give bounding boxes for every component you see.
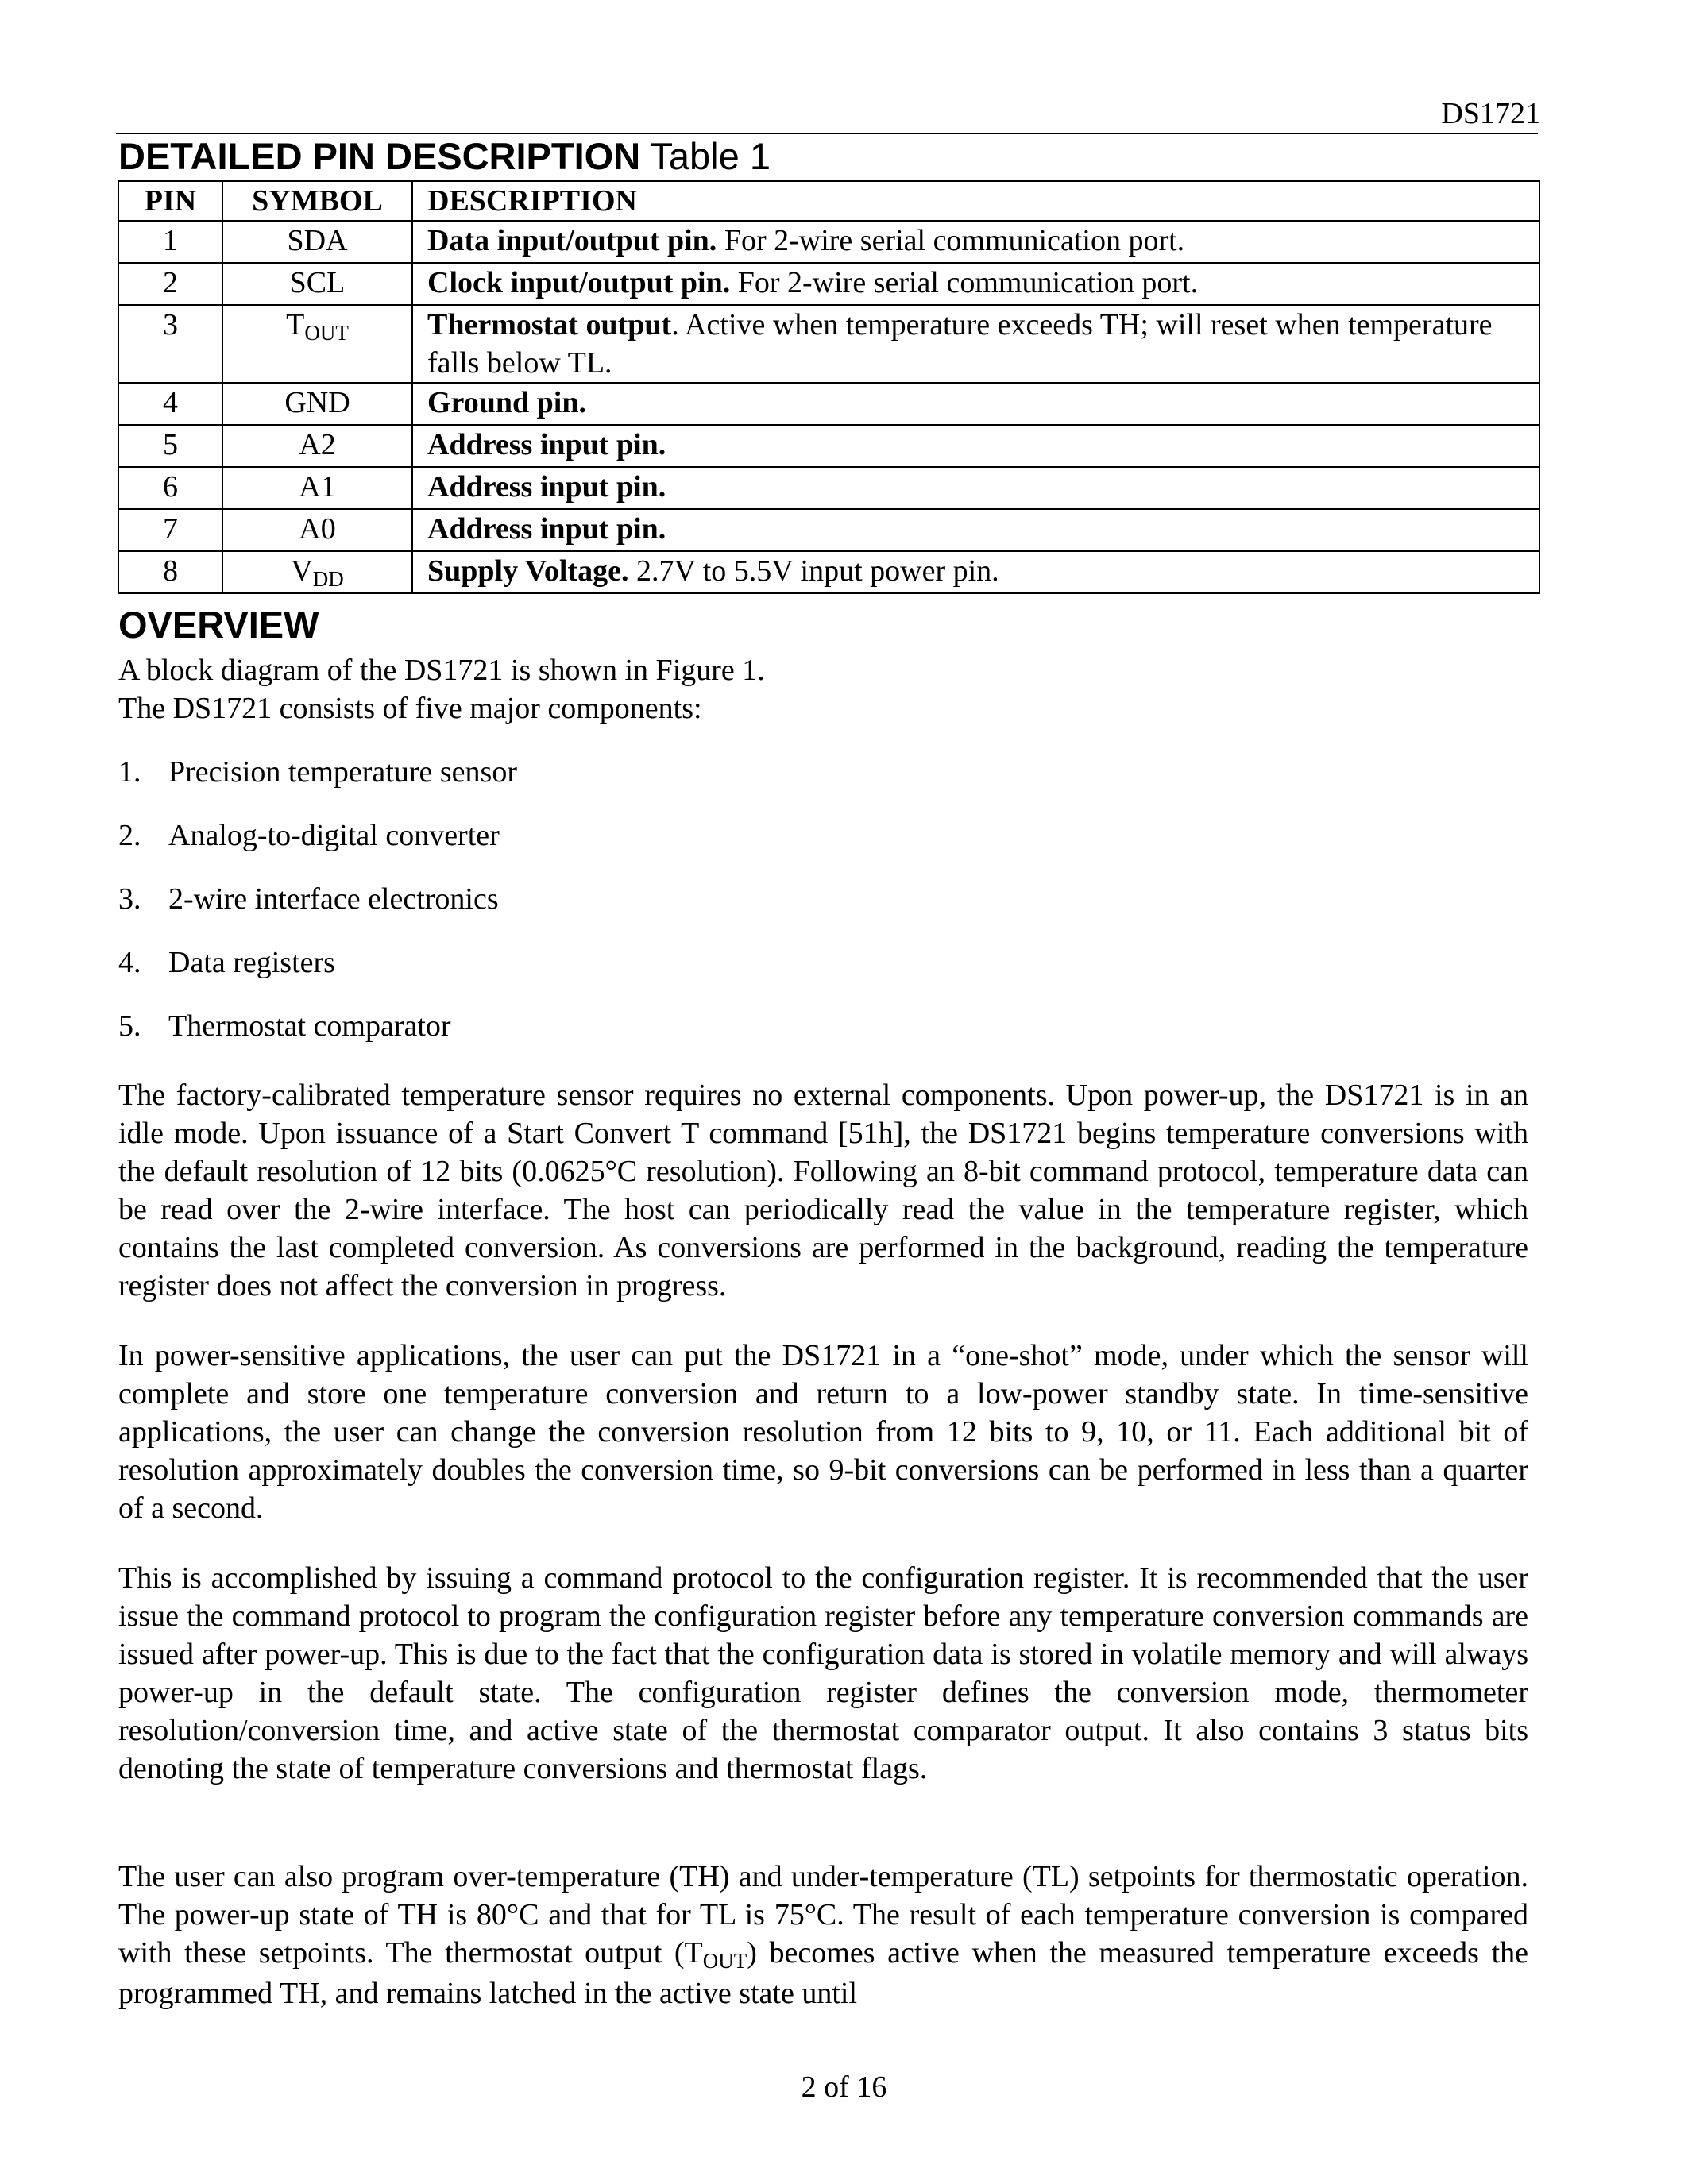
pin-description — [412, 221, 1539, 263]
pin-description — [412, 509, 1539, 551]
pin-table-body — [118, 221, 1539, 593]
column-header-pin: PIN — [118, 181, 222, 221]
list-item — [118, 880, 499, 918]
pin-number: 1 — [118, 221, 222, 263]
list-item — [118, 816, 500, 855]
pin-description-text: . Active when temperature exceeds TH; will reset when temperature falls below TL. — [427, 308, 1493, 380]
overview-paragraph-4-subscript: OUT — [702, 1949, 747, 1973]
pin-description — [412, 425, 1539, 467]
pin-symbol-text: SCL — [289, 266, 346, 299]
column-header-symbol: SYMBOL — [222, 181, 412, 221]
table-row — [118, 509, 1539, 551]
pin-number: 4 — [118, 383, 222, 425]
pin-description — [412, 263, 1539, 305]
table-row — [118, 305, 1539, 383]
header-divider — [116, 133, 1538, 134]
pin-description-bold: Thermostat output — [427, 308, 672, 341]
overview-title: OVERVIEW — [118, 604, 319, 646]
pin-symbol — [222, 467, 412, 509]
pin-number: 6 — [118, 467, 222, 509]
pin-symbol-text: T — [286, 308, 305, 341]
list-item-text: Thermostat comparator — [168, 1009, 451, 1043]
pin-table-title-normal: Table 1 — [650, 135, 771, 177]
column-header-description: DESCRIPTION — [412, 181, 1539, 221]
pin-number: 5 — [118, 425, 222, 467]
list-item-number: 2. — [118, 819, 141, 852]
list-item-number: 4. — [118, 946, 141, 979]
overview-paragraph-4 — [118, 1858, 1528, 2012]
pin-description-bold: Address input pin. — [427, 470, 666, 504]
pin-symbol-text: A1 — [299, 470, 336, 504]
overview-paragraph-3: This is accomplished by issuing a command protocol to the configuration register. It is recommended that the user issue the command protocol to program the configuration register before any temperature conversion commands are issued after power-up. This is due to the fact that the configuration data is stored in volatile memory and will always power-up in the default state. The configuration register defines the conversion mode, thermometer resolution/conversion time, and active state of the thermostat comparator output. It also contains 3 status bits denoting the state of temperature conversions and thermostat flags. — [118, 1561, 1528, 1785]
pin-number: 8 — [118, 551, 222, 593]
list-item — [118, 753, 517, 791]
table-row — [118, 551, 1539, 593]
pin-symbol-text: SDA — [287, 224, 348, 257]
overview-intro-1: A block diagram of the DS1721 is shown in Figure 1. — [118, 654, 765, 687]
list-item-number: 5. — [118, 1009, 141, 1043]
pin-description — [412, 551, 1539, 593]
pin-symbol-text: GND — [284, 386, 350, 419]
pin-symbol — [222, 551, 412, 593]
pin-symbol-subscript: DD — [312, 567, 344, 591]
pin-symbol — [222, 305, 412, 383]
pin-number: 3 — [118, 305, 222, 383]
overview-paragraph-4-start: The user can also program over-temperature (TH) and under-temperature (TL) setpoints for thermostatic operation. The power-up state of TH is 80°C and that for TL is 75°C. The result of each temperature conversion is compared with these setpoints. The thermostat output (T — [118, 1860, 1528, 1970]
table-row — [118, 383, 1539, 425]
pin-symbol-text: A2 — [299, 428, 336, 461]
pin-description — [412, 467, 1539, 509]
pin-description-table — [118, 180, 1540, 594]
pin-symbol — [222, 509, 412, 551]
list-item — [118, 943, 335, 982]
list-item-text: Data registers — [168, 946, 335, 979]
pin-description-text: For 2-wire serial communication port. — [717, 224, 1185, 257]
page-number: 2 of 16 — [801, 2070, 887, 2104]
pin-symbol — [222, 383, 412, 425]
list-item-number: 1. — [118, 755, 141, 789]
table-row — [118, 425, 1539, 467]
pin-number: 2 — [118, 263, 222, 305]
pin-description-text: For 2-wire serial communication port. — [730, 266, 1199, 299]
table-row — [118, 221, 1539, 263]
header-part-number: DS1721 — [1441, 97, 1540, 130]
overview-paragraph-1: The factory-calibrated temperature sensor requires no external components. Upon power-up, the DS1721 is in an idle mode. Upon issuance of a Start Convert T command [51h], the DS1721 begins temperature conversions with the default resolution of 12 bits (0.0625°C resolution). Following an 8-bit command protocol, temperature data can be read over the 2-wire interface. The host can periodically read the value in the temperature register, which contains the last completed conversion. As conversions are performed in the background, reading the temperature register does not affect the conversion in progress. — [118, 1078, 1528, 1302]
pin-symbol-text: V — [291, 554, 313, 588]
table-row — [118, 263, 1539, 305]
pin-description-bold: Address input pin. — [427, 428, 666, 461]
list-item-text: Precision temperature sensor — [168, 755, 517, 789]
table-row — [118, 467, 1539, 509]
pin-symbol — [222, 221, 412, 263]
overview-paragraph-2: In power-sensitive applications, the user can put the DS1721 in a “one-shot” mode, under which the sensor will complete and store one temperature conversion and return to a low-power standby state. In time-sensitive applications, the user can change the conversion resolution from 12 bits to 9, 10, or 11. Each additional bit of resolution approximately doubles the conversion time, so 9-bit conversions can be performed in less than a quarter of a second. — [118, 1339, 1528, 1525]
list-item — [118, 1007, 451, 1045]
list-item-text: 2-wire interface electronics — [168, 882, 499, 916]
pin-description — [412, 305, 1539, 383]
list-item-text: Analog-to-digital converter — [168, 819, 500, 852]
overview-intro-2: The DS1721 consists of five major components: — [118, 692, 702, 725]
pin-symbol-text: A0 — [299, 512, 336, 546]
pin-symbol — [222, 263, 412, 305]
pin-description-bold: Address input pin. — [427, 512, 666, 546]
pin-description-text: 2.7V to 5.5V input power pin. — [628, 554, 999, 588]
overview-paragraph-4-end: ) becomes active when the measured temperature exceeds the programmed TH, and remains latched in the active state until — [118, 1936, 1528, 2010]
pin-symbol-subscript: OUT — [304, 321, 349, 345]
pin-description-bold: Clock input/output pin. — [427, 266, 731, 299]
pin-table-title — [118, 135, 771, 178]
pin-table-title-bold: DETAILED PIN DESCRIPTION — [118, 135, 641, 177]
pin-symbol — [222, 425, 412, 467]
pin-number: 7 — [118, 509, 222, 551]
pin-description-bold: Ground pin. — [427, 386, 586, 419]
pin-description-bold: Supply Voltage. — [427, 554, 629, 588]
list-item-number: 3. — [118, 882, 141, 916]
table-header-row — [118, 181, 1539, 221]
pin-description-bold: Data input/output pin. — [427, 224, 717, 257]
pin-description — [412, 383, 1539, 425]
